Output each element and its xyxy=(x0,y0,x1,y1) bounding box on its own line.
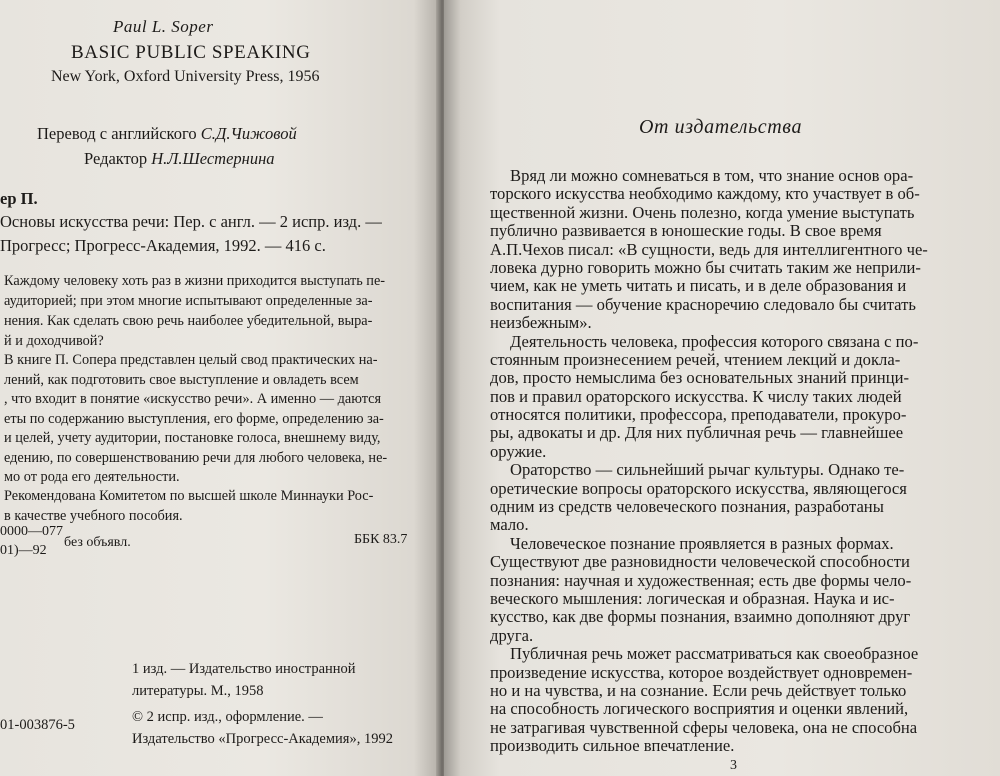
text-line: кусство, как две формы познания, взаимно дополняют друг xyxy=(490,607,911,627)
catalog-author: ер П. xyxy=(0,189,38,208)
annotation-line: Каждому человеку хоть раз в жизни приходится выступать пе- xyxy=(4,273,386,289)
text-line: Человеческое познание проявляется в разных формах. xyxy=(510,533,894,553)
annotation-line: аудиторией; при этом многие испытывают определенные за- xyxy=(4,293,373,309)
text-line: неизбежным». xyxy=(490,313,592,333)
catalog-line: Основы искусства речи: Пер. с англ. — 2 испр. изд. — xyxy=(0,212,382,231)
text-line: производить сильное впечатление. xyxy=(490,736,735,755)
text-line: одним из средств человеческого познания, разработаны xyxy=(490,497,884,516)
translator-name: С.Д.Чижовой xyxy=(200,124,297,143)
text-line: относятся политики, профессора, преподаватели, прокуро- xyxy=(490,405,907,424)
original-author: Paul L. Soper xyxy=(113,17,214,36)
annotation-line: , что входит в понятие «искусство речи». А именно — даются xyxy=(4,391,382,407)
text-line: чием, как не уметь читать и писать, и в деле образования и xyxy=(490,276,907,296)
text-line: Деятельность человека, профессия которого связана с по- xyxy=(510,331,919,351)
translation-credit xyxy=(37,126,297,143)
catalog-line: Прогресс; Прогресс-Академия, 1992. — 416 с. xyxy=(0,236,326,255)
text-line: пов и правил ораторского искусства. К числу таких людей xyxy=(490,386,902,406)
text-line: оретические вопросы ораторского искусства, являющегося xyxy=(490,478,907,498)
text-line: щественной жизни. Очень полезно, когда умение выступать xyxy=(490,202,915,222)
isbn-fragment: 01-003876-5 xyxy=(0,717,75,733)
editor-label: Редактор xyxy=(84,149,148,168)
text-line: Ораторство — сильнейший рычаг культуры. Однако те- xyxy=(510,460,905,480)
bbk-code: ББК 83.7 xyxy=(354,532,408,547)
text-line: но и на чувства, и на сознание. Если речь действует только xyxy=(490,680,907,700)
annotation-line: нения. Как сделать свою речь наиболее убедительной, выра- xyxy=(4,313,373,329)
text-line: произведение искусства, которое воздействует одновремен- xyxy=(490,662,913,682)
page-number: 3 xyxy=(730,758,737,773)
original-publication: New York, Oxford University Press, 1956 xyxy=(51,68,320,85)
text-line: познания: научная и художественная; есть две формы чело- xyxy=(490,570,912,590)
classification-code: 01)—92 xyxy=(0,543,47,558)
text-line: дов, просто немыслима без основательных знаний принци- xyxy=(490,368,909,388)
text-line: торского искусства необходимо каждому, кто участвует в об- xyxy=(490,184,920,204)
left-page xyxy=(0,0,440,776)
editor-credit xyxy=(84,151,275,168)
original-title: BASIC PUBLIC SPEAKING xyxy=(71,42,311,63)
text-line: А.П.Чехов писал: «В сущности, ведь для интеллигентного че- xyxy=(490,239,928,259)
annotation-line: лений, как подготовить свое выступление и овладеть всем xyxy=(4,372,359,388)
colophon-line: литературы. М., 1958 xyxy=(132,683,264,699)
text-line: воспитания — обучение красноречию следовало бы считать xyxy=(490,294,916,314)
text-line: не затрагивая чувственной сферы человека, она не способна xyxy=(490,717,918,737)
classification-code: 0000—077 xyxy=(0,524,63,539)
annotation-line: едению, по совершенствованию речи для любого человека, не- xyxy=(4,450,388,466)
editor-name: Н.Л.Шестернина xyxy=(151,149,275,168)
text-line: стоянным произнесением речей, чтением лекций и докла- xyxy=(490,349,901,369)
annotation-line: в качестве учебного пособия. xyxy=(4,508,183,524)
section-heading: От издательства xyxy=(639,116,803,138)
text-line: веческого мышления: логическая и образная. Наука и ис- xyxy=(490,588,895,608)
text-line: на способность логического восприятия и оценки явлений, xyxy=(490,699,909,719)
translation-label: Перевод с английского xyxy=(37,124,197,143)
colophon-line: Издательство «Прогресс-Академия», 1992 xyxy=(132,731,393,747)
annotation-line: еты по содержанию выступления, его форме, определению за- xyxy=(4,411,384,427)
annotation-line: и целей, учету аудитории, постановке голоса, внешнему виду, xyxy=(4,430,381,446)
text-line: Существуют две разновидности человеческой способности xyxy=(490,552,910,572)
text-line: Публичная речь может рассматриваться как своеобразное xyxy=(510,644,919,664)
text-line: ры, адвокаты и др. Для них публичная речь — главнейшее xyxy=(490,423,904,443)
text-line: друга. xyxy=(490,625,534,645)
colophon-line: 1 изд. — Издательство иностранной xyxy=(132,661,356,677)
colophon-line: © 2 испр. изд., оформление. — xyxy=(132,709,323,725)
right-page xyxy=(444,0,1000,776)
annotation-line: й и доходчивой? xyxy=(4,333,104,349)
annotation-line: В книге П. Сопера представлен целый свод практических на- xyxy=(4,352,378,368)
without-announcement: без объявл. xyxy=(64,535,131,550)
annotation-line: Рекомендована Комитетом по высшей школе Миннауки Рос- xyxy=(4,488,374,504)
text-line: мало. xyxy=(490,515,529,535)
text-line: Вряд ли можно сомневаться в том, что знание основ ора- xyxy=(510,166,914,185)
text-line: оружие. xyxy=(490,441,547,461)
annotation-line: мо от рода его деятельности. xyxy=(4,469,180,485)
text-line: публично развивается в юношеские годы. В свое время xyxy=(490,221,882,241)
text-line: ловека дурно говорить можно бы считать таким же неприли- xyxy=(490,257,921,277)
